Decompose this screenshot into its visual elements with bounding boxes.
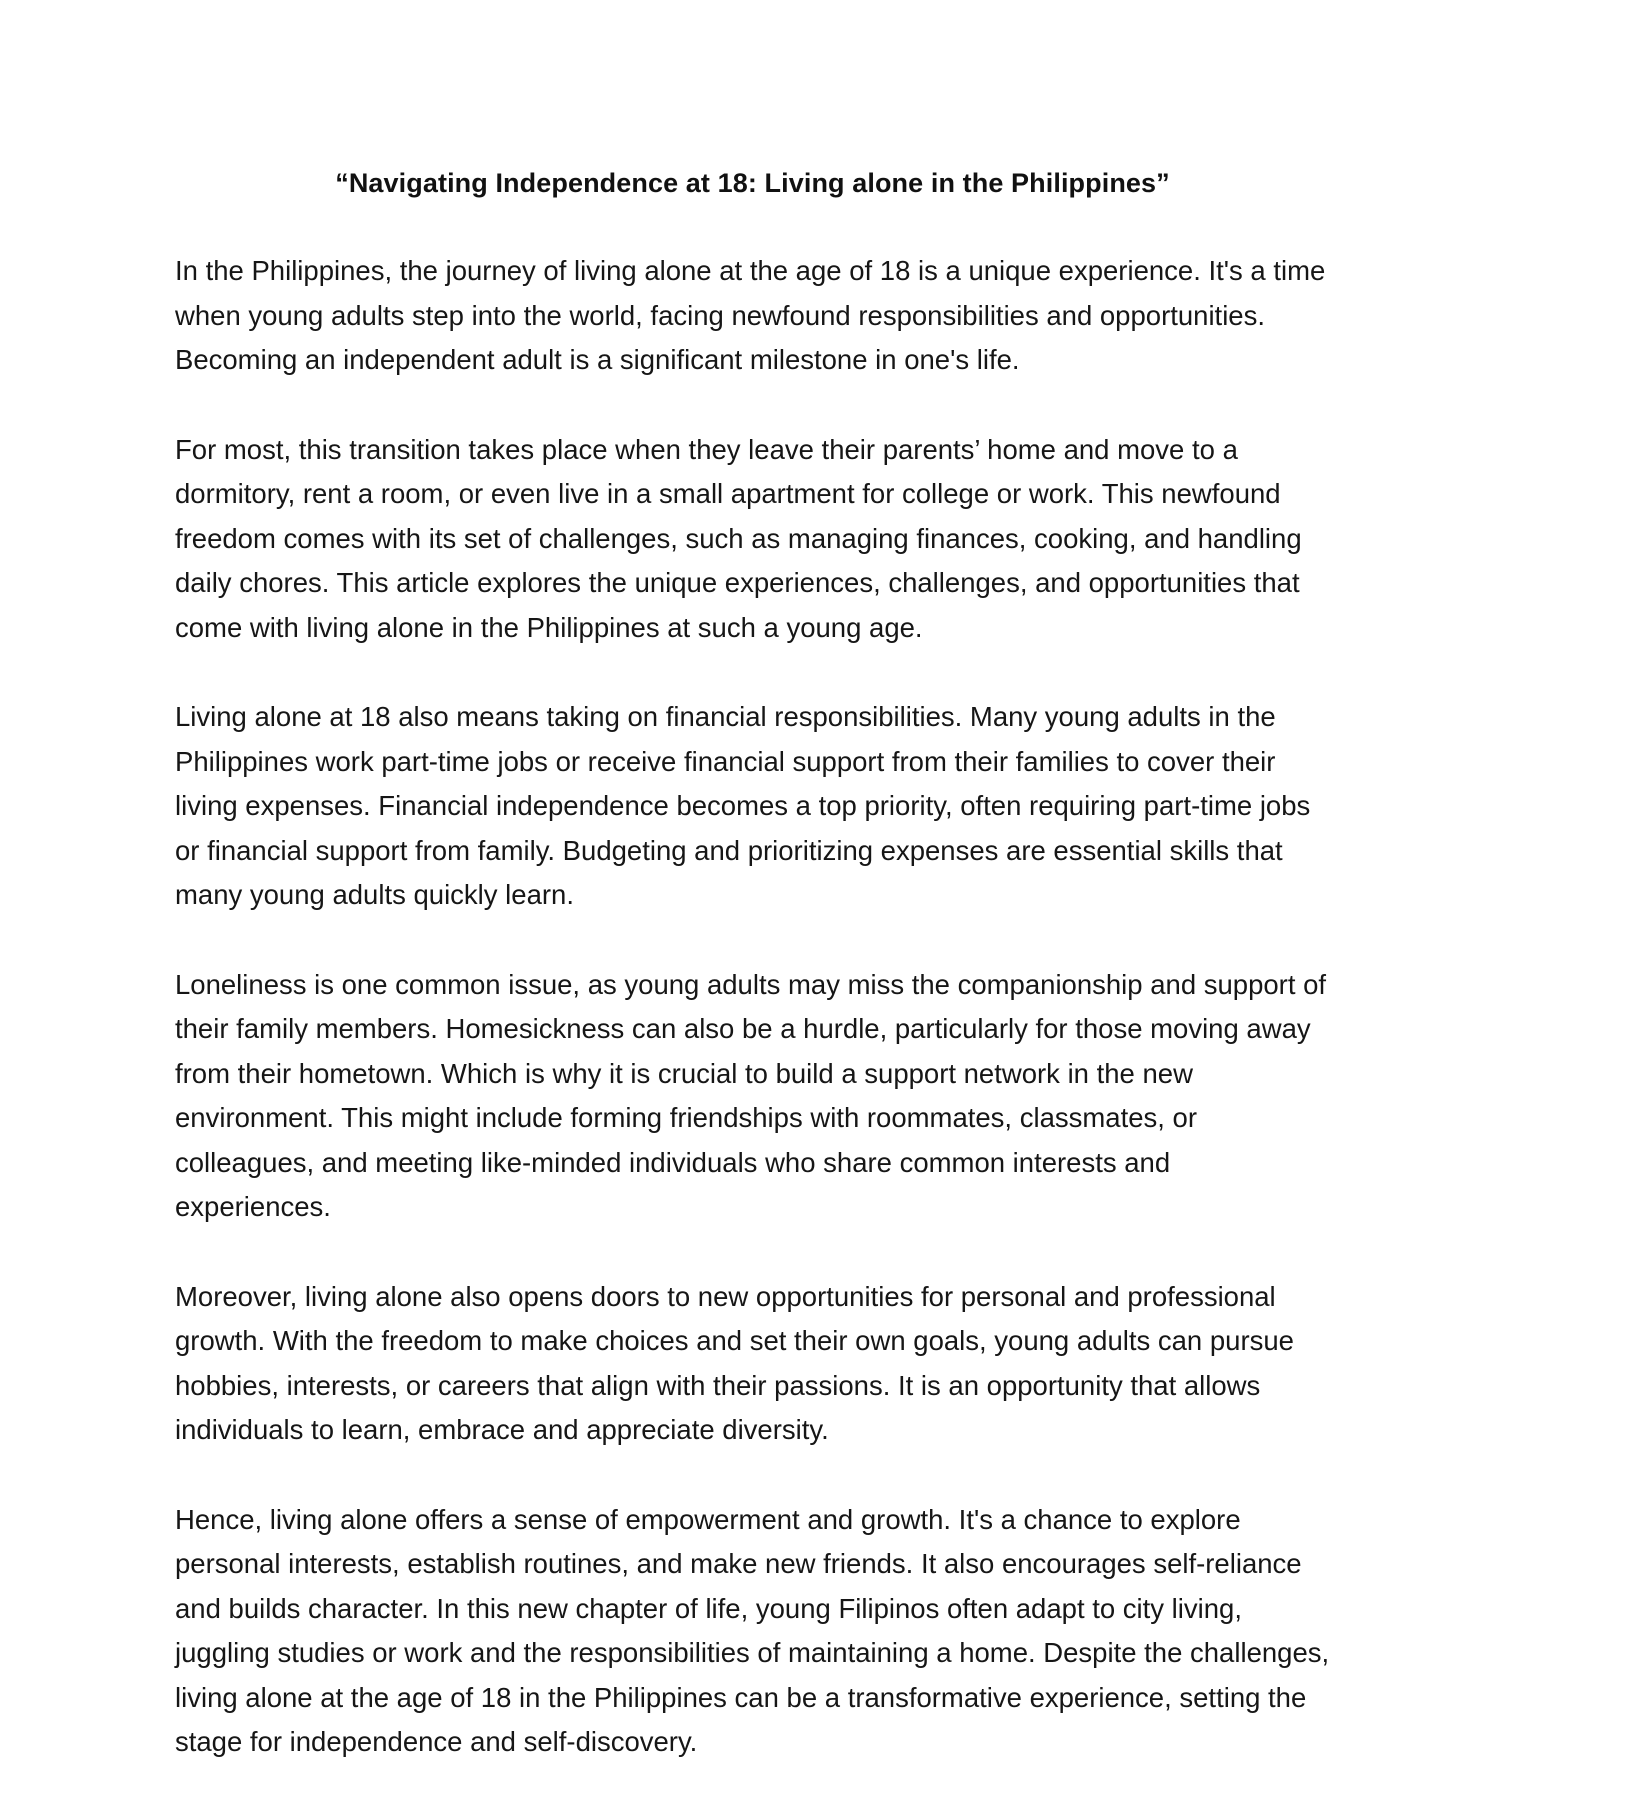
paragraph-financial: Living alone at 18 also means taking on financial responsibilities. Many young adults in the Philippines work part-time jobs or receive financial support from their families to cover their living expenses. Financial independence becomes a top priority, often requiring part-time jobs or financial support from family. Budgeting and prioritizing expenses are essential skills that many young adults quickly learn. [175,701,1311,910]
paragraph-loneliness: Loneliness is one common issue, as young adults may miss the companionship and support of their family members. Homesickness can also be a hurdle, particularly for those moving away from their hometown. Which is why it is crucial to build a support network in the new environment. This might include forming friendships with roommates, classmates, or colleagues, and meeting like-minded individuals who share common interests and experiences. [175,968,1327,1222]
document-title: “Navigating Independence at 18: Living alone in the Philippines” [335,168,1170,198]
paragraph-intro: In the Philippines, the journey of living alone at the age of 18 is a unique experience. It's a time when young adults step into the world, facing newfound responsibilities and opportunities. Becoming an independent adult is a significant milestone in one's life. [175,255,1326,375]
document-content [175,168,1330,1810]
paragraph-transition: For most, this transition takes place when they leave their parents’ home and move to a dormitory, rent a room, or even live in a small apartment for college or work. This newfound freedom comes with its set of challenges, such as managing finances, cooking, and handling daily chores. This article explores the unique experiences, challenges, and opportunities that come with living alone in the Philippines at such a young age. [175,433,1302,643]
paragraph-opportunities: Moreover, living alone also opens doors to new opportunities for personal and professional growth. With the freedom to make choices and set their own goals, young adults can pursue hobbies, interests, or careers that align with their passions. It is an opportunity that allows individuals to learn, embrace and appreciate diversity. [175,1280,1294,1445]
paragraph-conclusion: Hence, living alone offers a sense of empowerment and growth. It's a chance to explore personal interests, establish routines, and make new friends. It also encourages self-reliance and builds character. In this new chapter of life, young Filipinos often adapt to city living, juggling studies or work and the responsibilities of maintaining a home. Despite the challenges, living alone at the age of 18 in the Philippines can be a transformative experience, setting the stage for independence and self-discovery. [175,1503,1330,1757]
